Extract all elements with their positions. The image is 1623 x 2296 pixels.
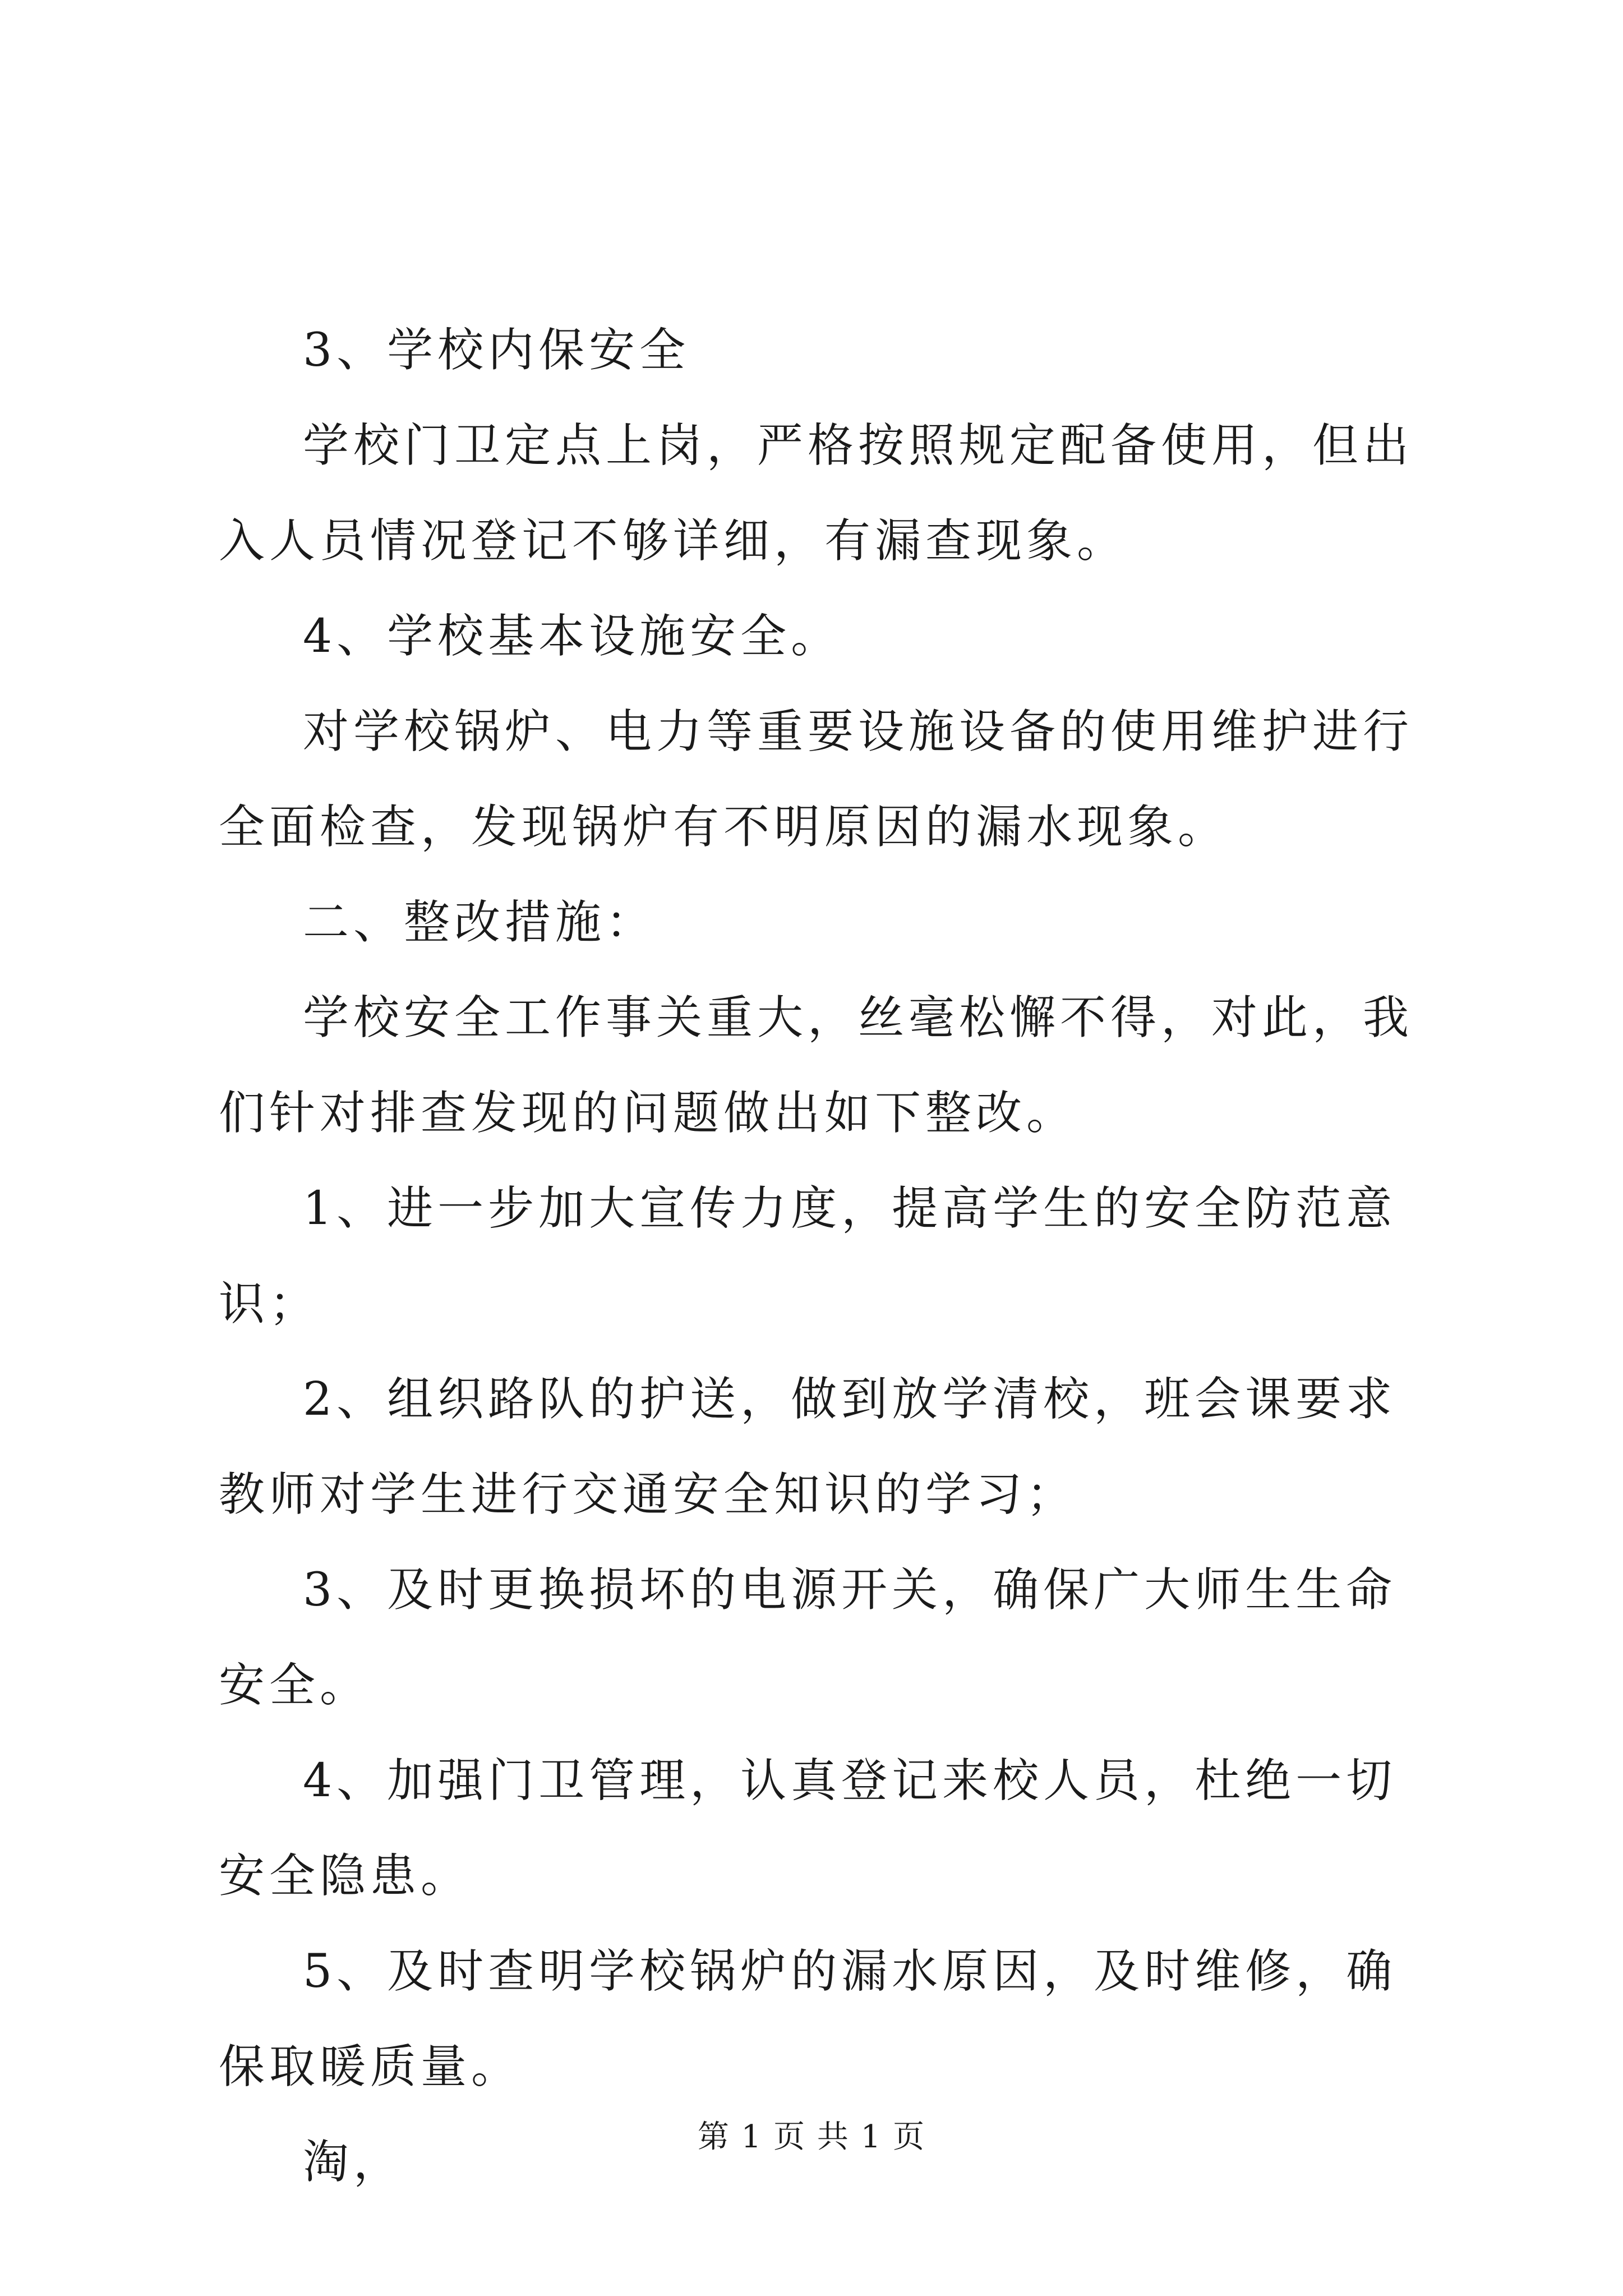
paragraph-facilities-check: 对学校锅炉、电力等重要设施设备的使用维护进行全面检查，发现锅炉有不明原因的漏水现象。 <box>219 705 1414 854</box>
paragraph-inner-security-heading: 3、学校内保安全 <box>303 324 690 377</box>
paragraph-measure-3: 3、及时更换损坏的电源开关，确保广大师生生命安全。 <box>219 1563 1397 1712</box>
paragraph-trailing: 淘， <box>303 2136 404 2189</box>
paragraph-measures-intro: 学校安全工作事关重大，丝毫松懈不得，对此，我们针对排查发现的问题做出如下整改。 <box>219 991 1414 1140</box>
document-body <box>219 303 1424 2210</box>
paragraph-measure-1: 1、进一步加大宣传力度，提高学生的安全防范意识； <box>219 1182 1397 1331</box>
paragraph-measure-4: 4、加强门卫管理，认真登记来校人员，杜绝一切安全隐患。 <box>219 1754 1397 1903</box>
paragraph-facilities-heading: 4、学校基本设施安全。 <box>303 610 842 663</box>
paragraph-measures-heading: 二、整改措施： <box>303 896 657 949</box>
paragraph-measure-5: 5、及时查明学校锅炉的漏水原因，及时维修，确保取暖质量。 <box>219 1945 1397 2093</box>
page-footer <box>0 2118 1623 2157</box>
paragraph-gatekeeper: 学校门卫定点上岗，严格按照规定配备使用，但出入人员情况登记不够详细，有漏查现象。 <box>219 419 1414 568</box>
paragraph-measure-2: 2、组织路队的护送，做到放学清校，班会课要求教师对学生进行交通安全知识的学习； <box>219 1373 1397 1521</box>
page-number-label: 第 1 页 共 1 页 <box>697 2119 926 2155</box>
